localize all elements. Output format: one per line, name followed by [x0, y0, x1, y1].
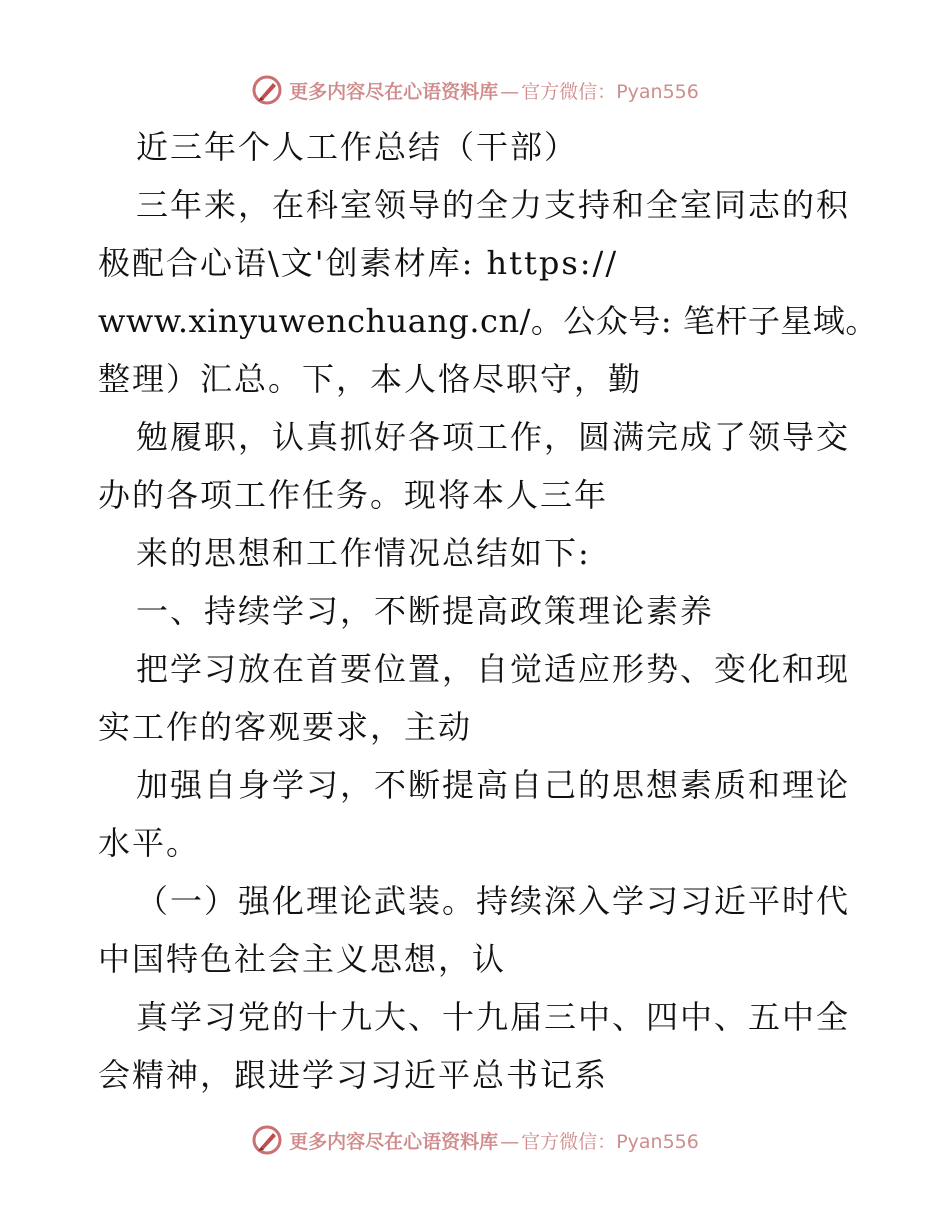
- watermark-wechat-id: Pyan556: [616, 1130, 699, 1153]
- paragraph-line: 三年来，在科室领导的全力支持和全室同志的积: [136, 186, 851, 224]
- watermark-main-text: 更多内容尽在心语资料库: [289, 1130, 499, 1153]
- paragraph-line: 实工作的客观要求，主动: [98, 708, 473, 746]
- paragraph-line: 来的思想和工作情况总结如下:: [136, 534, 591, 572]
- paragraph-line: 会精神，跟进学习习近平总书记系: [98, 1056, 609, 1094]
- watermark-wechat-label: 官方微信：: [521, 80, 617, 103]
- paragraph-line: 中国特色社会主义思想，认: [98, 940, 507, 978]
- watermark-header: [0, 70, 950, 110]
- paragraph-line: 整理）汇总。下，本人恪尽职守，勤: [98, 360, 643, 398]
- quill-pen-icon: [251, 1124, 283, 1156]
- watermark-footer: [0, 1120, 950, 1160]
- watermark-main-text: 更多内容尽在心语资料库: [289, 80, 499, 103]
- paragraph-line: 办的各项工作任务。现将本人三年: [98, 476, 609, 514]
- paragraph-line: 勉履职，认真抓好各项工作，圆满完成了领导交: [136, 418, 851, 456]
- paragraph-line: 加强自身学习，不断提高自己的思想素质和理论: [136, 766, 851, 804]
- paragraph-line: www.xinyuwenchuang.cn/。公众号: 笔杆子星域。: [98, 302, 878, 340]
- watermark-wechat-id: Pyan556: [616, 80, 699, 103]
- section-heading: 一、持续学习，不断提高政策理论素养: [136, 592, 715, 630]
- paragraph-line: 极配合心语\文'创素材库: https://: [98, 244, 619, 282]
- paragraph-line: 水平。: [98, 824, 201, 862]
- subsection-heading: （一）强化理论武装。持续深入学习习近平时代: [136, 882, 851, 920]
- watermark-wechat-label: 官方微信：: [521, 1130, 617, 1153]
- document-body: [98, 118, 878, 1104]
- document-title: 近三年个人工作总结（干部）: [136, 128, 579, 166]
- watermark-separator: —: [500, 80, 520, 103]
- paragraph-line: 把学习放在首要位置，自觉适应形势、变化和现: [136, 650, 851, 688]
- quill-pen-icon: [251, 74, 283, 106]
- paragraph-line: 真学习党的十九大、十九届三中、四中、五中全: [136, 998, 851, 1036]
- watermark-separator: —: [500, 1130, 520, 1153]
